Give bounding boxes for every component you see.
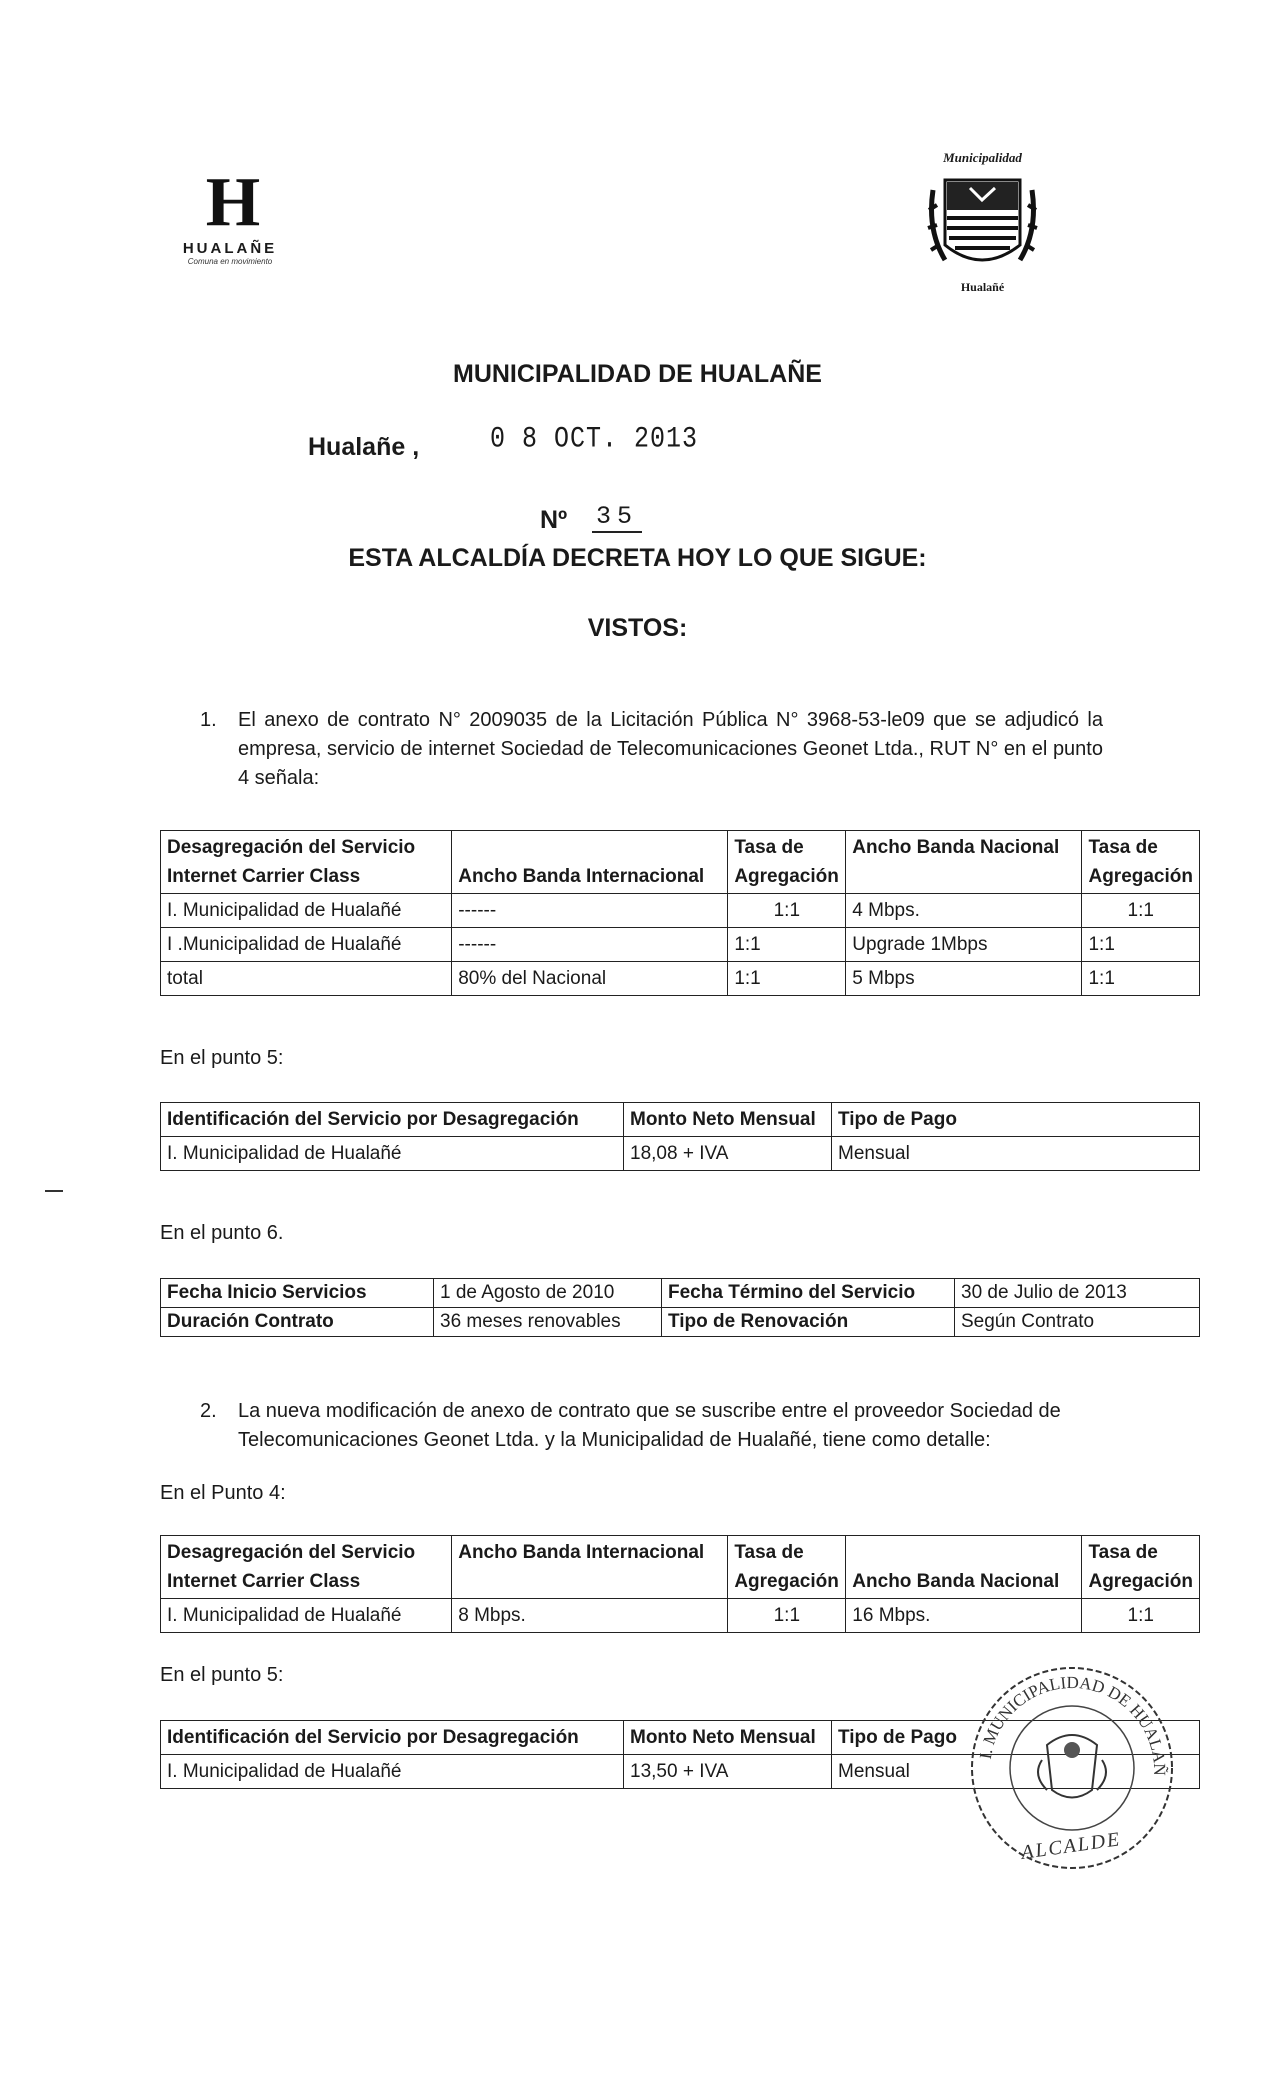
page-title: MUNICIPALIDAD DE HUALAÑE xyxy=(453,360,822,388)
label-punto6: En el punto 6. xyxy=(160,1222,284,1244)
logo-tagline: Comuna en movimiento xyxy=(187,257,273,266)
row-header: Fecha Inicio Servicios xyxy=(161,1279,434,1308)
decree-number-value: 35 xyxy=(592,502,642,533)
table-cell: 8 Mbps. xyxy=(452,1599,728,1633)
table-cell: I. Municipalidad de Hualañé xyxy=(161,1137,624,1171)
row-header: Tipo de Renovación xyxy=(662,1308,955,1337)
table-cell: 1:1 xyxy=(728,894,846,928)
col-header: Tasa de Agregación xyxy=(728,1536,846,1599)
col-header: Desagregación del Servicio Internet Carrier Class xyxy=(161,1536,452,1599)
table-row xyxy=(161,894,1200,928)
col-header: Tasa de Agregación xyxy=(1082,831,1200,894)
col-header: Tasa de Agregación xyxy=(1082,1536,1200,1599)
col-header: Identificación del Servicio por Desagregación xyxy=(161,1721,624,1755)
table-cell: I .Municipalidad de Hualañé xyxy=(161,928,452,962)
logo-name: HUALAÑE xyxy=(182,240,278,257)
seal-top-text: Municipalidad xyxy=(943,150,1022,165)
table-contract-punto6 xyxy=(160,1278,1200,1337)
col-header: Ancho Banda Nacional xyxy=(846,1536,1082,1599)
col-header: Desagregación del Servicio Internet Carrier Class xyxy=(161,831,452,894)
label-punto5-a: En el punto 5: xyxy=(160,1047,284,1069)
table-cell: 1:1 xyxy=(728,928,846,962)
table-cell: I. Municipalidad de Hualañé xyxy=(161,894,452,928)
margin-mark xyxy=(45,1190,63,1192)
table-new-punto4 xyxy=(160,1535,1200,1633)
table-cell: 1:1 xyxy=(1082,894,1200,928)
table-row xyxy=(161,1599,1200,1633)
seal-bottom-text: Hualañé xyxy=(960,280,1005,294)
table-contract-punto4 xyxy=(160,830,1200,996)
mayor-stamp xyxy=(962,1650,1182,1875)
table-cell: 1:1 xyxy=(1082,1599,1200,1633)
stamp-bottom-text: ALCALDE xyxy=(1019,1828,1123,1864)
table-cell: 36 meses renovables xyxy=(434,1308,662,1337)
col-header: Tasa de Agregación xyxy=(728,831,846,894)
table-header-row xyxy=(161,1536,1200,1599)
stamp-ring-text: I. MUNICIPALIDAD DE HUALAÑ xyxy=(975,1672,1170,1776)
col-header: Ancho Banda Nacional xyxy=(846,831,1082,894)
table-header-row xyxy=(161,1103,1200,1137)
col-header: Monto Neto Mensual xyxy=(624,1721,832,1755)
table-row xyxy=(161,962,1200,996)
table-cell: Mensual xyxy=(832,1755,1200,1789)
coat-of-arms-icon xyxy=(925,150,1040,300)
label-punto4: En el Punto 4: xyxy=(160,1482,286,1504)
table-contract-punto5 xyxy=(160,1102,1200,1171)
decree-number-label: Nº xyxy=(540,506,568,534)
col-header: Tipo de Pago xyxy=(832,1721,1200,1755)
table-cell: 4 Mbps. xyxy=(846,894,1082,928)
table-cell: total xyxy=(161,962,452,996)
table-cell: 1 de Agosto de 2010 xyxy=(434,1279,662,1308)
logo-mark: H xyxy=(205,164,255,241)
item-2-text: La nueva modificación de anexo de contrato que se suscribe entre el proveedor Sociedad de Telecomunicaciones Geonet Ltda. y la Municipalidad de Hualañé, tiene como detalle: xyxy=(238,1400,1061,1451)
table-cell: I. Municipalidad de Hualañé xyxy=(161,1755,624,1789)
table-cell: 1:1 xyxy=(1082,962,1200,996)
table-cell: ------ xyxy=(452,894,728,928)
row-header: Fecha Término del Servicio xyxy=(662,1279,955,1308)
col-header: Ancho Banda Internacional xyxy=(452,1536,728,1599)
decree-heading: ESTA ALCALDÍA DECRETA HOY LO QUE SIGUE: xyxy=(348,544,927,572)
table-cell: I. Municipalidad de Hualañé xyxy=(161,1599,452,1633)
place-label: Hualañe , xyxy=(308,433,420,461)
table-row xyxy=(161,1308,1200,1337)
table-cell: 18,08 + IVA xyxy=(624,1137,832,1171)
date-stamp: 0 8 OCT. 2013 xyxy=(490,421,699,456)
table-row xyxy=(161,1137,1200,1171)
table-cell: Mensual xyxy=(832,1137,1200,1171)
table-cell: 80% del Nacional xyxy=(452,962,728,996)
table-row xyxy=(161,1279,1200,1308)
table-cell: 13,50 + IVA xyxy=(624,1755,832,1789)
table-cell: 30 de Julio de 2013 xyxy=(955,1279,1200,1308)
col-header: Monto Neto Mensual xyxy=(624,1103,832,1137)
table-cell: 5 Mbps xyxy=(846,962,1082,996)
item-1-text: El anexo de contrato N° 2009035 de la Licitación Pública N° 3968-53-le09 que se adjudicó la empresa, servicio de internet Sociedad de Telecomunicaciones Geonet Ltda., RUT N° en el punto 4 señala: xyxy=(238,709,1103,789)
table-cell: Según Contrato xyxy=(955,1308,1200,1337)
col-header: Tipo de Pago xyxy=(832,1103,1200,1137)
table-header-row xyxy=(161,831,1200,894)
municipal-seal xyxy=(925,150,1040,300)
col-header: Identificación del Servicio por Desagregación xyxy=(161,1103,624,1137)
vistos-heading: VISTOS: xyxy=(587,614,688,642)
stamp-seal-icon xyxy=(962,1650,1182,1875)
table-cell: 1:1 xyxy=(728,962,846,996)
item-1-number: 1. xyxy=(200,709,217,731)
table-row xyxy=(161,928,1200,962)
col-header: Ancho Banda Internacional xyxy=(452,831,728,894)
table-cell: 1:1 xyxy=(728,1599,846,1633)
item-2-number: 2. xyxy=(200,1400,217,1422)
hualane-logo xyxy=(170,164,290,266)
label-punto5-b: En el punto 5: xyxy=(160,1664,284,1686)
table-cell: 1:1 xyxy=(1082,928,1200,962)
table-cell: Upgrade 1Mbps xyxy=(846,928,1082,962)
table-cell: 16 Mbps. xyxy=(846,1599,1082,1633)
table-cell: ------ xyxy=(452,928,728,962)
row-header: Duración Contrato xyxy=(161,1308,434,1337)
